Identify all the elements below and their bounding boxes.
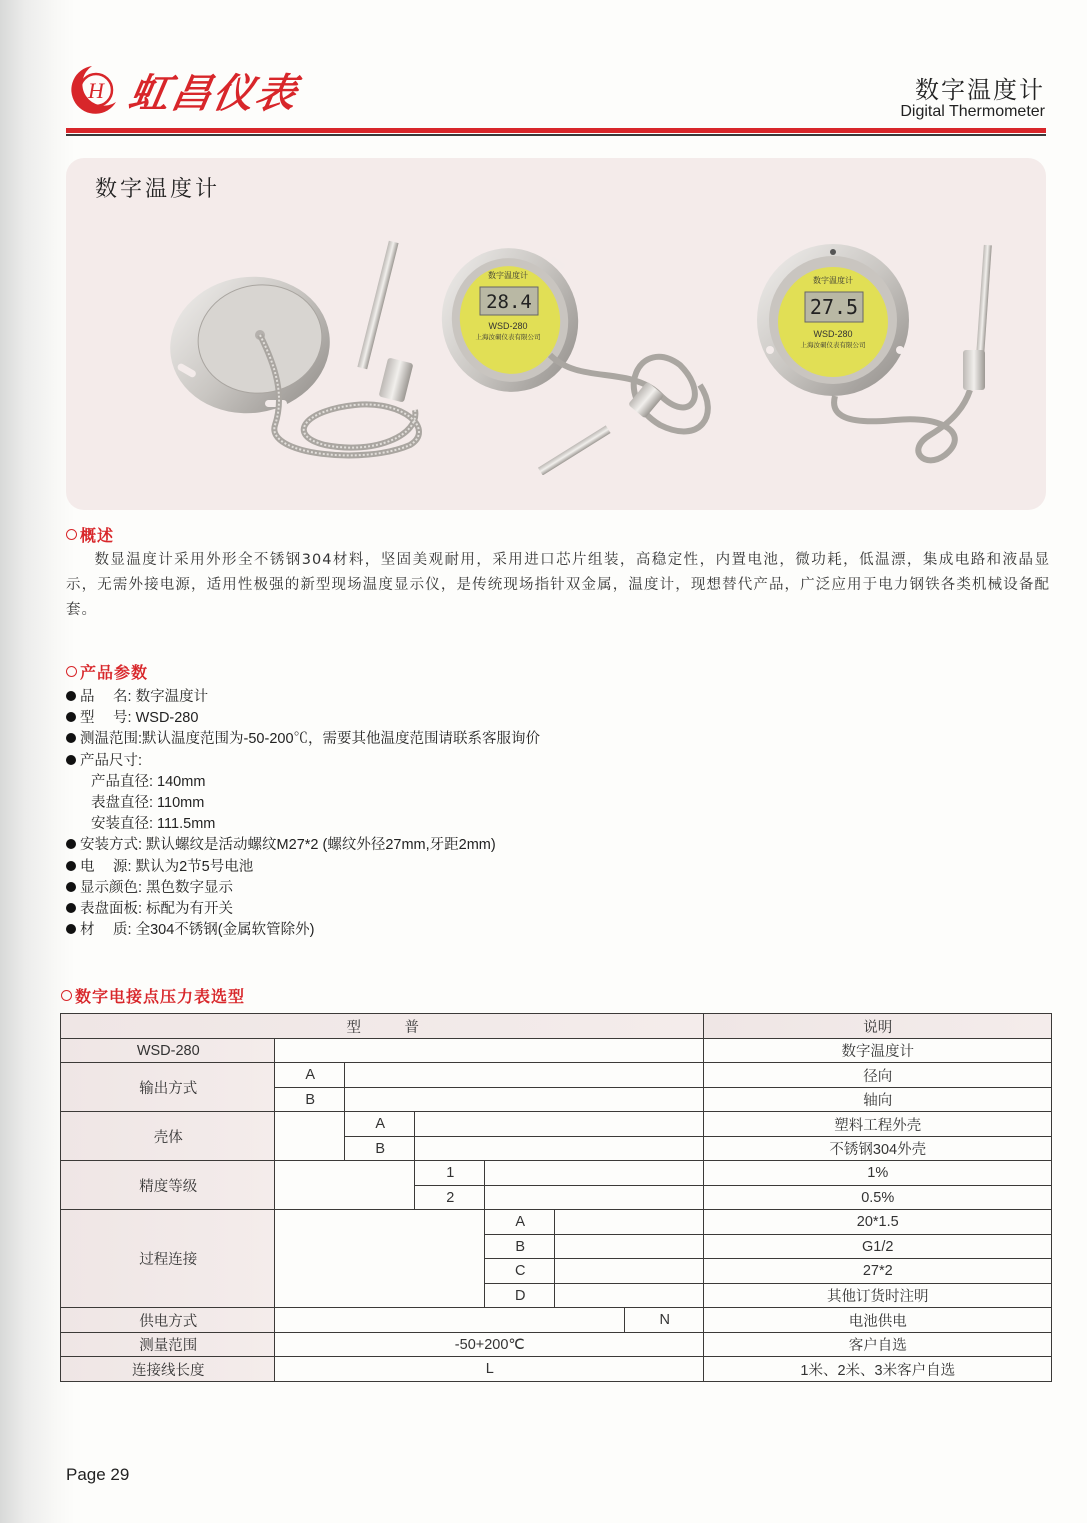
row-label-accuracy: 精度等级 xyxy=(60,1160,276,1210)
row-label-model: WSD-280 xyxy=(60,1038,276,1064)
brand-name: 虹昌仪表 xyxy=(125,70,302,117)
table-cell-empty xyxy=(554,1209,705,1235)
desc-cell: 1米、2米、3米客户自选 xyxy=(703,1356,1052,1382)
section-heading-params: 产品参数 xyxy=(66,660,148,683)
circle-bullet-icon xyxy=(66,529,77,540)
desc-cell: 电池供电 xyxy=(703,1307,1052,1333)
bullet-dot-icon xyxy=(66,861,76,871)
bullet-dot-icon xyxy=(66,882,76,892)
code-cell: 2 xyxy=(414,1185,486,1211)
table-cell-empty xyxy=(484,1185,705,1211)
table-cell-empty xyxy=(274,1307,626,1333)
desc-cell: 径向 xyxy=(703,1062,1052,1088)
product-image-back-view xyxy=(165,235,445,480)
param-item: 产品尺寸: xyxy=(66,751,540,772)
desc-cell: 客户自选 xyxy=(703,1332,1052,1358)
circle-bullet-icon xyxy=(66,666,77,677)
code-cell: B xyxy=(344,1136,416,1162)
page-title-cn: 数字温度计 xyxy=(915,76,1045,104)
product-image-front-view-1 xyxy=(440,245,730,475)
row-label-length: 连接线长度 xyxy=(60,1356,276,1382)
param-sub-item: 安装直径: 111.5mm xyxy=(91,816,216,833)
circle-bullet-icon xyxy=(61,990,72,1001)
product-image-front-view-2 xyxy=(755,240,1005,480)
svg-text:数字温度计: 数字温度计 xyxy=(813,276,853,285)
desc-cell: 塑料工程外壳 xyxy=(703,1111,1052,1137)
table-cell-empty xyxy=(274,1209,486,1308)
param-item: 显示颜色: 黑色数字显示 xyxy=(66,878,540,899)
bullet-dot-icon xyxy=(66,733,76,743)
table-header-desc: 说明 xyxy=(703,1013,1052,1039)
table-cell-empty xyxy=(554,1283,705,1309)
code-cell: A xyxy=(274,1062,346,1088)
param-sub-item: 表盘直径: 110mm xyxy=(91,795,205,812)
desc-cell: 27*2 xyxy=(703,1258,1052,1284)
section-heading-selection: 数字电接点压力表选型 xyxy=(61,984,245,1007)
row-desc-model: 数字温度计 xyxy=(703,1038,1052,1064)
param-item: 电 源: 默认为2节5号电池 xyxy=(66,857,540,878)
table-cell-empty xyxy=(484,1160,705,1186)
row-label-power: 供电方式 xyxy=(60,1307,276,1333)
row-label-range: 测量范围 xyxy=(60,1332,276,1358)
param-item: 材 质: 全304不锈钢(金属软管除外) xyxy=(66,920,540,941)
code-cell: B xyxy=(484,1234,556,1260)
bullet-dot-icon xyxy=(66,903,76,913)
code-cell: D xyxy=(484,1283,556,1309)
desc-cell: G1/2 xyxy=(703,1234,1052,1260)
table-cell-empty xyxy=(274,1038,705,1064)
code-cell: N xyxy=(624,1307,705,1333)
svg-text:H: H xyxy=(88,78,104,103)
bullet-dot-icon xyxy=(66,712,76,722)
table-cell-empty xyxy=(554,1234,705,1260)
bullet-dot-icon xyxy=(66,839,76,849)
param-item: 品 名: 数字温度计 xyxy=(66,687,540,708)
svg-text:上海汝硐仪表有限公司: 上海汝硐仪表有限公司 xyxy=(800,341,866,349)
svg-text:WSD-280: WSD-280 xyxy=(813,329,853,339)
param-item: 安装方式: 默认螺纹是活动螺纹M27*2 (螺纹外径27mm,牙距2mm) xyxy=(66,835,540,856)
code-cell: A xyxy=(484,1209,556,1235)
bullet-dot-icon xyxy=(66,924,76,934)
table-header-type: 型 普 xyxy=(60,1013,705,1039)
svg-text:数字温度计: 数字温度计 xyxy=(488,271,528,280)
brand-mark-icon xyxy=(62,62,122,118)
code-cell: B xyxy=(274,1087,346,1113)
row-label-connection: 过程连接 xyxy=(60,1209,276,1308)
param-item: 表盘面板: 标配为有开关 xyxy=(66,899,540,920)
param-item: 测温范围:默认温度范围为-50-200℃，需要其他温度范围请联系客服询价 xyxy=(66,729,540,750)
row-label-output: 输出方式 xyxy=(60,1062,276,1112)
svg-text:上海汝硐仪表有限公司: 上海汝硐仪表有限公司 xyxy=(475,333,541,341)
table-cell-empty xyxy=(414,1136,705,1162)
page-number: Page 29 xyxy=(66,1465,130,1484)
table-cell-empty xyxy=(554,1258,705,1284)
table-cell-empty xyxy=(274,1160,416,1210)
desc-cell: 1% xyxy=(703,1160,1052,1186)
code-cell: C xyxy=(484,1258,556,1284)
desc-cell: 其他订货时注明 xyxy=(703,1283,1052,1309)
lcd-reading-2: 27.5 xyxy=(809,295,859,319)
header-rule-dark xyxy=(66,134,1046,136)
table-cell-empty xyxy=(414,1111,705,1137)
bullet-dot-icon xyxy=(66,691,76,701)
param-list xyxy=(66,687,540,941)
header-rule-red xyxy=(66,128,1046,133)
code-cell: 1 xyxy=(414,1160,486,1186)
section-heading-overview: 概述 xyxy=(66,523,114,546)
code-cell: A xyxy=(344,1111,416,1137)
desc-cell: 0.5% xyxy=(703,1185,1052,1211)
brand-logo xyxy=(62,62,302,118)
page-title-en: Digital Thermometer xyxy=(900,103,1045,120)
param-sub-item: 产品直径: 140mm xyxy=(91,773,206,790)
lcd-reading-1: 28.4 xyxy=(486,291,532,313)
length-value-cell: L xyxy=(274,1356,705,1382)
param-item: 型 号: WSD-280 xyxy=(66,708,540,729)
table-cell-empty xyxy=(344,1087,705,1113)
table-cell-empty xyxy=(274,1111,346,1161)
hero-title: 数字温度计 xyxy=(95,177,221,202)
overview-paragraph: 数显温度计采用外形全不锈钢304材料，坚固美观耐用，采用进口芯片组装，高稳定性，内置电池，微功耗，低温漂，集成电路和液晶显示，无需外接电源，适用性极强的新型现场温度显示仪，是传统现场指针双金属，温度计，现想替代产品，广泛应用于电力钢铁各类机械设备配套。 xyxy=(66,552,1050,618)
row-label-housing: 壳体 xyxy=(60,1111,276,1161)
table-cell-empty xyxy=(344,1062,705,1088)
desc-cell: 不锈钢304外壳 xyxy=(703,1136,1052,1162)
range-value-cell: -50+200℃ xyxy=(274,1332,705,1358)
svg-text:WSD-280: WSD-280 xyxy=(488,321,528,331)
desc-cell: 轴向 xyxy=(703,1087,1052,1113)
desc-cell: 20*1.5 xyxy=(703,1209,1052,1235)
selection-table xyxy=(61,1014,1052,1382)
bullet-dot-icon xyxy=(66,755,76,765)
